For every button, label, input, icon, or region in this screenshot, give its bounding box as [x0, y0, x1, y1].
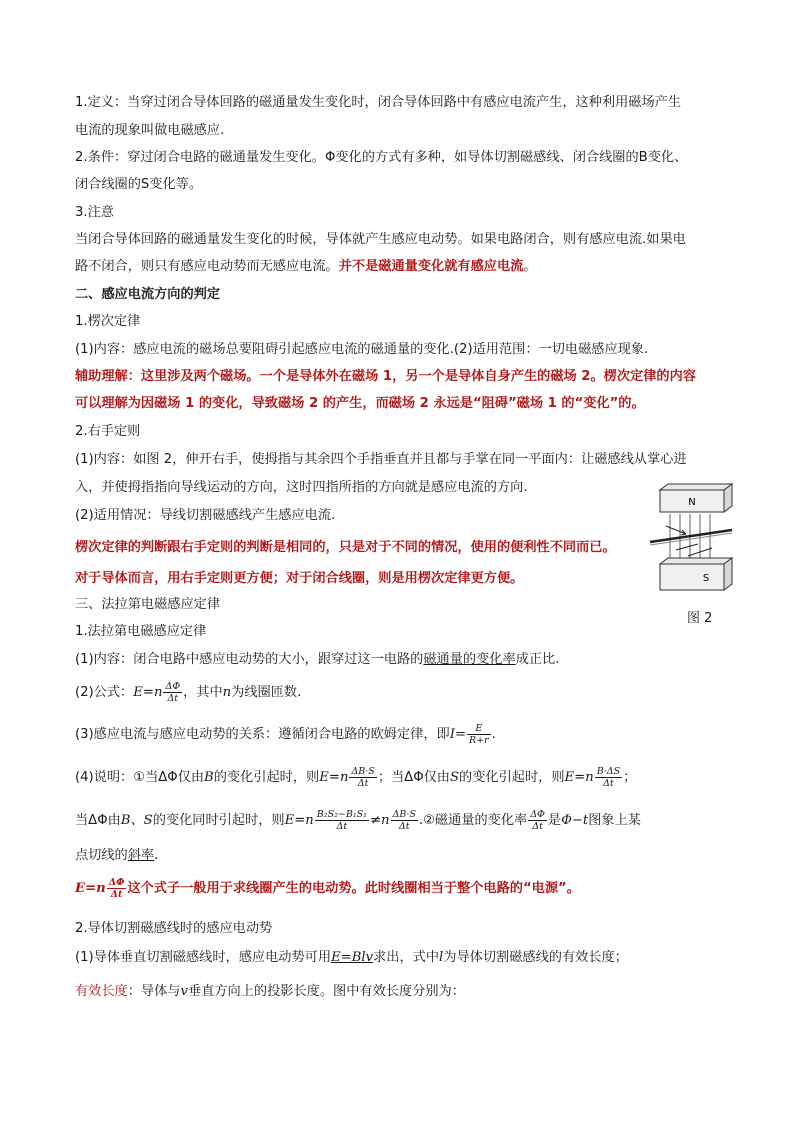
expl2-BS: B、S — [120, 813, 153, 828]
expl2-num-2: ΔB·S — [392, 808, 416, 820]
formula-eq: = — [142, 685, 154, 700]
motional-text-a: (1)导体垂直切割磁感线时，感应电动势可用 — [75, 950, 332, 965]
faraday-law-content — [75, 651, 559, 669]
expl-eq: = — [328, 770, 340, 785]
note-line-2 — [75, 258, 537, 276]
formula-label: (2)公式： — [75, 685, 134, 700]
motional-formula: E=Blv — [331, 950, 374, 965]
motional-emf-line — [75, 949, 628, 967]
right-hand-rule-heading: 2.右手定则 — [75, 424, 141, 439]
explanation-line-2 — [75, 806, 641, 836]
ohm-period: . — [491, 727, 496, 742]
expl2-num-3: ΔΦ — [530, 808, 545, 820]
expl-B: B — [204, 770, 214, 785]
expl2-den-3: Δt — [532, 820, 543, 832]
expl-num-2: B·ΔS — [596, 765, 621, 777]
expl-den-2: Δt — [603, 777, 614, 789]
formula-E: E — [133, 685, 143, 700]
figure-2-magnet-diagram — [648, 480, 734, 598]
slope-line — [75, 847, 158, 865]
motional-emf-heading: 2.导体切割磁感线时的感应电动势 — [75, 921, 273, 936]
effective-length-label: 有效长度 — [75, 984, 128, 999]
formula-text-2: 为线圈匝数. — [231, 685, 302, 700]
motional-l: l — [439, 950, 444, 965]
note-period: 。 — [523, 259, 537, 274]
right-hand-rule-application: (2)适用情况：导线切割磁感线产生感应电流. — [75, 508, 336, 523]
motional-text-c: 为导体切割磁感线的有效长度； — [443, 950, 628, 965]
expl-fraction-2 — [595, 766, 622, 789]
formula-num: ΔΦ — [165, 680, 181, 692]
expl2-den-1: Δt — [336, 820, 348, 832]
explanation-line — [75, 763, 636, 793]
north-pole-label: N — [688, 497, 696, 508]
formula-n-2: n — [222, 685, 232, 700]
expl2-eq: = — [294, 813, 306, 828]
formula-den: Δt — [167, 692, 179, 704]
ohm-law-line — [75, 722, 496, 748]
ohm-fraction — [467, 723, 491, 746]
expl-text-c: ；当ΔΦ仅由 — [377, 770, 450, 785]
faraday-law-heading: 1.法拉第电磁感应定律 — [75, 624, 207, 639]
expl-fraction-1 — [349, 766, 376, 789]
faraday-text: (1)内容：闭合电路中感应电动势的大小，跟穿过这一电路的 — [75, 652, 424, 667]
emf-note-text: 这个式子一般用于求线圈产生的电动势。此时线圈相当于整个电路的“电源”。 — [127, 881, 580, 896]
expl-S: S — [449, 770, 460, 785]
emf-note-line — [75, 876, 580, 902]
expl2-phit: Φ−t — [561, 813, 589, 828]
ohm-num: E — [467, 723, 491, 735]
ohm-den: R+r — [469, 734, 489, 746]
ohm-law-text: (3)感应电流与感应电动势的关系：遵循闭合电路的欧姆定律，即 — [75, 727, 450, 742]
emf-eq: = — [85, 881, 97, 896]
lenz-law-explanation-2: 可以理解为因磁场 1 的变化，导致磁场 2 的产生，而磁场 2 永远是“阻碍”磁场 1 的“变化”的。 — [75, 396, 645, 411]
section-heading-3: 三、法拉第电磁感应定律 — [75, 597, 221, 612]
comparison-note-2: 对于导体而言，用右手定则更方便；对于闭合线圈，则是用楞次定律更方便。 — [75, 571, 524, 586]
effective-length-line — [75, 983, 465, 1001]
expl2-text-d: 是 — [547, 813, 562, 828]
expl2-neq: ≠ — [369, 813, 382, 828]
expl-E-2: E — [564, 770, 575, 785]
expl2-text-e: 图象上某 — [588, 813, 641, 828]
formula-n: n — [153, 685, 163, 700]
figure-caption: 图 2 — [687, 611, 713, 626]
comparison-note: 楞次定律的判断跟右手定则的判断是相同的，只是对于不同的情况，使用的便利性不同而已。 — [75, 540, 616, 555]
expl2-E: E — [284, 813, 295, 828]
emf-n: n — [96, 881, 106, 896]
condition-line-2: 闭合线圈的S变化等。 — [75, 177, 203, 192]
lenz-law-content: (1)内容：感应电流的磁场总要阻碍引起感应电流的磁通量的变化.(2)适用范围：一切电磁感应现象. — [75, 342, 649, 357]
emf-num: ΔΦ — [108, 876, 125, 888]
flux-change-rate: 磁通量的变化率 — [423, 652, 516, 667]
condition-line: 2.条件：穿过闭合电路的磁通量发生变化。Φ变化的方式有多种，如导体切割磁感线、闭合线圈的B变化、 — [75, 150, 688, 165]
motional-text-b: 求出，式中 — [373, 950, 440, 965]
expl2-fraction-1 — [315, 809, 369, 832]
slope-word: 斜率 — [127, 848, 155, 863]
expl2-num-1: B₂S₂−B₁S₁ — [316, 808, 367, 820]
right-hand-rule-content: (1)内容：如图 2，伸开右手，使拇指与其余四个手指垂直并且都与手掌在同一平面内：让磁感线从掌心进 — [75, 452, 687, 467]
definition-line-2: 电流的现象叫做电磁感应. — [75, 123, 225, 138]
formula-fraction — [163, 681, 182, 704]
ohm-I: I= — [449, 727, 467, 742]
south-pole-label: S — [702, 573, 710, 584]
slope-period: . — [154, 848, 159, 863]
formula-line — [75, 680, 301, 706]
expl-text-b: 的变化引起时，则 — [213, 770, 320, 785]
expl-text-a: (4)说明：①当ΔΦ仅由 — [75, 770, 205, 785]
expl-n-2: n — [585, 770, 594, 785]
expl2-fraction-3 — [528, 809, 547, 832]
expl-semicolon: ； — [623, 770, 637, 785]
lenz-law-explanation: 辅助理解：这里涉及两个磁场。一个是导体外在磁场 1，另一个是导体自身产生的磁场 2。楞次定律的内容 — [75, 369, 696, 384]
note-line: 当闭合导体回路的磁通量发生变化的时候，导体就产生感应电动势。如果电路闭合，则有感应电流.如果电 — [75, 232, 686, 247]
expl2-text-c: .②磁通量的变化率 — [418, 813, 528, 828]
expl-eq-2: = — [574, 770, 586, 785]
emf-den: Δt — [110, 888, 123, 900]
lenz-law-heading: 1.楞次定律 — [75, 314, 141, 329]
expl-num-1: ΔB·S — [351, 765, 375, 777]
expl2-text-b: 的变化同时引起时，则 — [152, 813, 285, 828]
expl2-den-2: Δt — [398, 820, 410, 832]
expl-text-d: 的变化引起时，则 — [459, 770, 565, 785]
expl2-fraction-2 — [391, 809, 418, 832]
expl2-n-2: n — [381, 813, 390, 828]
definition-line: 1.定义：当穿过闭合导体回路的磁通量发生变化时，闭合导体回路中有感应电流产生，这种利用磁场产生 — [75, 95, 682, 110]
expl-E: E — [319, 770, 329, 785]
effective-length-text-a: ：导体与 — [127, 984, 181, 999]
expl-den-1: Δt — [357, 777, 369, 789]
note-emphasis: 并不是磁通量变化就有感应电流 — [338, 259, 524, 274]
slope-text: 点切线的 — [75, 848, 128, 863]
formula-text: ，其中 — [183, 685, 223, 700]
right-hand-rule-content-2: 入，并使拇指指向导线运动的方向，这时四指所指的方向就是感应电流的方向. — [75, 480, 528, 495]
effective-length-v: v — [180, 984, 188, 999]
expl-n: n — [339, 770, 349, 785]
effective-length-text-b: 垂直方向上的投影长度。图中有效长度分别为： — [187, 984, 465, 999]
emf-E: E — [75, 881, 86, 896]
note-text: 路不闭合，则只有感应电动势而无感应电流。 — [75, 259, 339, 274]
expl2-n: n — [305, 813, 314, 828]
expl2-text-a: 当ΔΦ由 — [75, 813, 121, 828]
emf-fraction — [107, 877, 127, 900]
faraday-text-end: 成正比. — [515, 652, 560, 667]
note-heading: 3.注意 — [75, 205, 114, 220]
section-heading-2: 二、感应电流方向的判定 — [75, 287, 221, 302]
